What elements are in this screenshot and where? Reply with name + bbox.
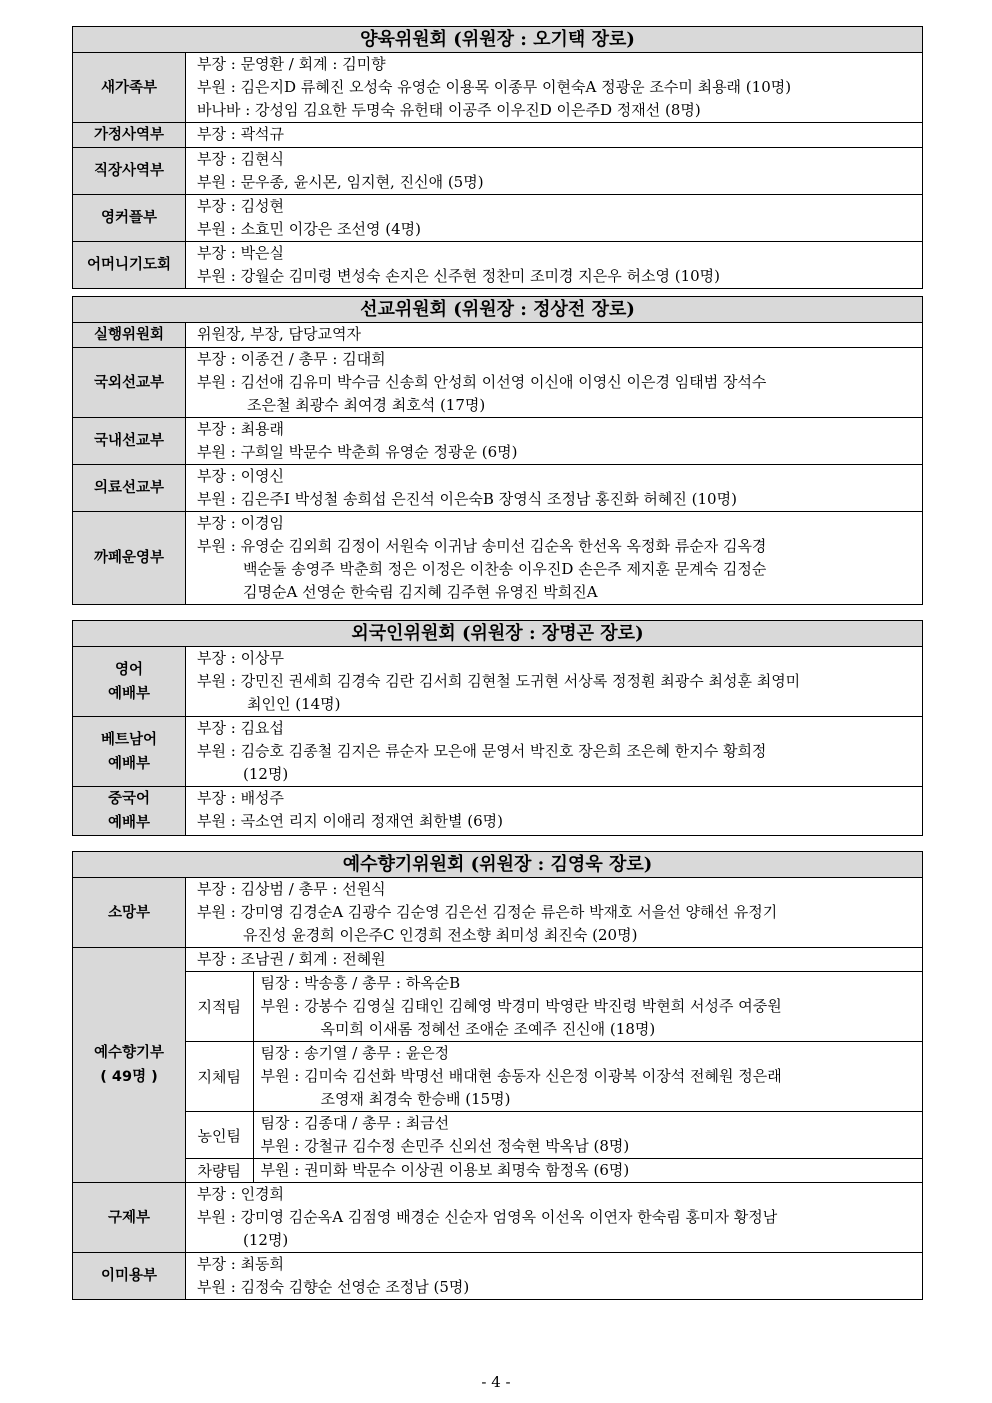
row-line: 부원 : 강민진 권세희 김경숙 김란 김서희 김현철 도귀현 서상록 정정훤 최광수 최성훈 최영미 (197, 672, 801, 690)
team-label: 지체팀 (186, 1042, 253, 1112)
team-row (186, 1159, 922, 1183)
row-line: 부원 : 강철규 김수정 손민주 신외선 정숙현 박옥남 (8명) (260, 1137, 630, 1155)
table-row (73, 348, 923, 418)
section-title: 선교위원회 (위원장 : 정상전 장로) (73, 297, 923, 323)
category-label: 이미용부 (73, 1253, 186, 1300)
team-row (186, 972, 922, 1042)
team-table (186, 948, 922, 1182)
row-line: 부원 : 강미영 김경순A 김광수 김순영 김은선 김정순 류은하 박재호 서을선 양해선 유정기 (197, 903, 778, 921)
table-row (73, 53, 923, 123)
category-label-line1: 베트남어 (100, 731, 158, 748)
table-row (73, 148, 923, 195)
row-line: 부장 : 김현식 (197, 150, 285, 168)
category-label (73, 787, 186, 836)
committee-yesuhyanggi (72, 851, 923, 1300)
category-label: 의료선교부 (73, 465, 186, 512)
page-number: - 4 - (481, 1373, 511, 1391)
category-label (73, 948, 186, 1183)
row-line: 팀장 : 김종대 / 총무 : 최금선 (260, 1114, 450, 1132)
category-label: 구제부 (73, 1183, 186, 1253)
team-label: 농인팀 (186, 1112, 253, 1159)
row-line: 최인인 (14명) (247, 695, 341, 713)
row-line: 부장 : 김요섭 (197, 719, 285, 737)
category-label: 새가족부 (73, 53, 186, 123)
category-label: 어머니기도회 (73, 242, 186, 289)
row-line: 조은철 최광수 최여경 최호석 (17명) (247, 396, 486, 414)
table-row (73, 878, 923, 948)
team-row (186, 1112, 922, 1159)
row-line: 부원 : 김미숙 김선화 박명선 배대현 송동자 신은정 이광복 이장석 전혜원 정은래 (260, 1067, 782, 1085)
row-line: 부장 : 이영신 (197, 467, 285, 485)
category-label-line2: 예배부 (107, 685, 151, 702)
row-line: 부원 : 구희일 박문수 박춘희 유영순 정광운 (6명) (197, 443, 518, 461)
category-label-line2: 예배부 (107, 755, 151, 772)
row-line: 부장 : 김성현 (197, 197, 285, 215)
table-row (73, 1253, 923, 1300)
category-label: 국내선교부 (73, 418, 186, 465)
category-label: 가정사역부 (73, 123, 186, 148)
table-row (73, 242, 923, 289)
section-title: 양육위원회 (위원장 : 오기택 장로) (73, 27, 923, 53)
row-line: 위원장, 부장, 담당교역자 (197, 325, 361, 343)
row-line: 부원 : 권미화 박문수 이상권 이용보 최명숙 함정옥 (6명) (260, 1161, 630, 1179)
row-line: 바나바 : 강성임 김요한 두명숙 유헌태 이공주 이우진D 이은주D 정재선 (8명) (197, 101, 701, 119)
row-line: 부장 : 김상범 / 총무 : 선원식 (197, 880, 386, 898)
row-line: 부원 : 강미영 김순옥A 김점영 배경순 신순자 엄영옥 이선옥 이연자 한숙림 홍미자 황정남 (197, 1208, 778, 1226)
team-label: 지적팀 (186, 972, 253, 1042)
category-label-line1: 중국어 (107, 791, 151, 807)
committee-yangyuk (72, 26, 923, 289)
row-line: 부원 : 강봉수 김영실 김태인 김혜영 박경미 박영란 박진령 박현희 서성주 여중원 (260, 997, 782, 1015)
row-line: 부원 : 김은지D 류혜진 오성숙 유영순 이용목 이종무 이현숙A 정광운 조수미 최용래 (10명) (197, 78, 792, 96)
row-line: (12명) (243, 765, 289, 783)
row-line: 부장 : 인경희 (197, 1185, 285, 1203)
row-line: 부원 : 김승호 김종철 김지은 류순자 모은애 문영서 박진호 장은희 조은혜 한지수 황희정 (197, 742, 767, 760)
table-row (73, 512, 923, 605)
committee-foreigner (72, 620, 923, 836)
row-line: 부장 : 조남권 / 회계 : 전혜원 (197, 950, 386, 968)
row-line: 부원 : 소효민 이강은 조선영 (4명) (197, 220, 422, 238)
row-line: 백순둘 송영주 박춘희 정은 이정은 이찬송 이우진D 손은주 제지훈 문계숙 김정순 (243, 560, 767, 578)
row-line: 부장 : 최동희 (197, 1255, 285, 1273)
category-label-line1: 영어 (114, 661, 143, 678)
row-line: 부장 : 문영환 / 회계 : 김미향 (197, 55, 386, 73)
category-label (73, 647, 186, 717)
section-title: 예수향기위원회 (위원장 : 김영욱 장로) (73, 852, 923, 878)
row-line: 부장 : 곽석규 (197, 125, 285, 143)
table-row (73, 465, 923, 512)
row-line: 팀장 : 송기열 / 총무 : 윤은정 (260, 1044, 450, 1062)
row-line: 부원 : 문우종, 윤시몬, 임지현, 진신애 (5명) (197, 173, 484, 191)
row-line: 부원 : 김선애 김유미 박수금 신송희 안성희 이선영 이신애 이영신 이은경 임태범 장석수 (197, 373, 767, 391)
row-line: 김명순A 선영순 한숙림 김지혜 김주현 유영진 박희진A (243, 583, 598, 601)
category-label-line2: 예배부 (107, 815, 151, 831)
row-line: 조영재 최경숙 한승배 (15명) (320, 1090, 511, 1108)
table-row (73, 647, 923, 717)
committee-mission (72, 296, 923, 605)
table-row (73, 323, 923, 348)
table-row (73, 195, 923, 242)
row-line: 부원 : 유영순 김외희 김정이 서원숙 이귀남 송미선 김순옥 한선옥 옥정화 류순자 김옥경 (197, 537, 767, 555)
table-row (73, 123, 923, 148)
category-label: 소망부 (73, 878, 186, 948)
table-row (73, 1183, 923, 1253)
section-title: 외국인위원회 (위원장 : 장명곤 장로) (73, 621, 923, 647)
row-line: 유진성 윤경희 이은주C 인경희 전소향 최미성 최진숙 (20명) (243, 926, 638, 944)
category-label (73, 717, 186, 787)
row-line: 옥미희 이새롬 정혜선 조애순 조예주 진신애 (18명) (320, 1020, 656, 1038)
table-row (73, 948, 923, 1183)
table-row (73, 717, 923, 787)
row-line: 부원 : 곡소연 리지 이애리 정재연 최한별 (6명) (197, 812, 504, 830)
row-line: 부장 : 배성주 (197, 789, 285, 807)
row-line: 부원 : 강월순 김미령 변성숙 손지은 신주현 정찬미 조미경 지은우 허소영 (10명) (197, 267, 720, 285)
category-label: 까페운영부 (73, 512, 186, 605)
row-line: 부장 : 최용래 (197, 420, 285, 438)
row-line: 부원 : 김은주I 박성철 송희섭 은진석 이은숙B 장영식 조정남 홍진화 허혜진 (10명) (197, 490, 737, 508)
table-row (73, 787, 923, 836)
category-label: 실행위원회 (73, 323, 186, 348)
row-line: (12명) (243, 1231, 289, 1249)
row-line: 부장 : 이종건 / 총무 : 김대희 (197, 350, 386, 368)
team-row (186, 1042, 922, 1112)
category-label-line2: ( 49명 ) (100, 1069, 158, 1085)
row-line: 부장 : 이상무 (197, 649, 285, 667)
category-label: 국외선교부 (73, 348, 186, 418)
table-row (73, 418, 923, 465)
category-label-line1: 예수향기부 (93, 1045, 165, 1061)
category-label: 영커플부 (73, 195, 186, 242)
row-line: 부원 : 김정숙 김향순 선영순 조정남 (5명) (197, 1278, 470, 1296)
category-label: 직장사역부 (73, 148, 186, 195)
row-line: 부장 : 박은실 (197, 244, 285, 262)
team-label: 차량팀 (186, 1159, 253, 1183)
row-line: 팀장 : 박송흥 / 총무 : 하옥순B (260, 974, 461, 992)
row-line: 부장 : 이경임 (197, 514, 285, 532)
